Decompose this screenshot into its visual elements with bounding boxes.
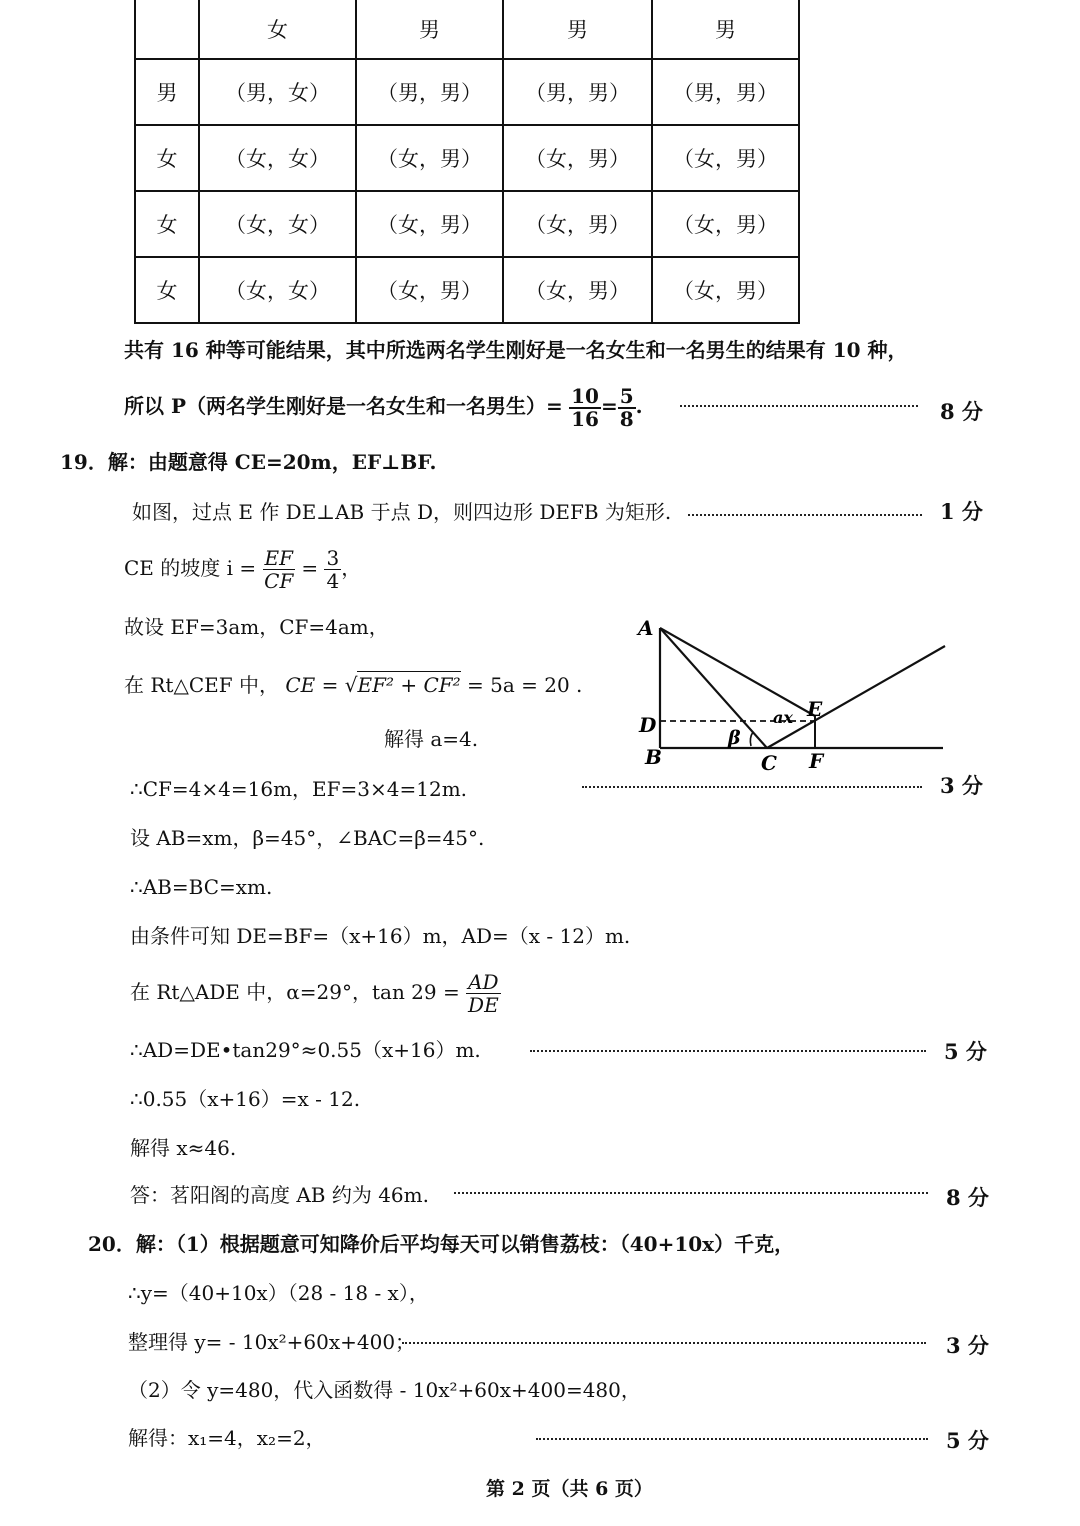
fraction-numerator: AD <box>468 970 499 994</box>
equals-sign: = <box>301 556 319 580</box>
table-row <box>135 257 799 323</box>
q19-answer: 答：茗阳阁的高度 AB 约为 46m. <box>130 1183 429 1207</box>
q19-set-ab: 设 AB=xm，β=45°，∠BAC=β=45°. <box>130 826 485 850</box>
outcome-table <box>134 0 800 324</box>
fraction-denominator: 4 <box>326 569 340 593</box>
table-cell: （女，男） <box>356 257 503 323</box>
table-cell: （男，男） <box>356 59 503 125</box>
table-cell: （男，女） <box>199 59 356 125</box>
fraction-ad-de <box>466 971 500 1016</box>
label-e: E <box>807 697 823 721</box>
table-header-cell: 女 <box>199 0 356 59</box>
q20-part2: （2）令 y=480，代入函数得 - 10x²+60x+400=480， <box>128 1378 641 1402</box>
tan-prefix: 在 Rt△ADE 中，α=29°，tan 29 = <box>130 980 460 1004</box>
fraction-denominator: CF <box>264 569 294 593</box>
table-cell: （女，女） <box>199 191 356 257</box>
slope-line <box>767 646 945 748</box>
q19-solve-a: 解得 a=4. <box>384 727 479 751</box>
score-label: 3 分 <box>940 773 983 798</box>
dotted-leader <box>688 514 922 516</box>
q18-probability-prefix: 所以 P（两名学生刚好是一名女生和一名男生）= <box>124 394 563 418</box>
table-cell: （女，男） <box>652 125 799 191</box>
q20-header: 20．解：（1）根据题意可知降价后平均每天可以销售荔枝：（40+10x）千克， <box>88 1232 795 1256</box>
q19-ab-bc: ∴AB=BC=xm. <box>130 875 273 899</box>
row-header-cell: 女 <box>135 191 199 257</box>
table-cell: （女，女） <box>199 257 356 323</box>
q20-simplified: 整理得 y= - 10x²+60x+400； <box>128 1330 416 1354</box>
rt-result: = 5a = 20 . <box>467 673 583 697</box>
fraction-denominator: 8 <box>619 406 634 431</box>
label-beta: β <box>728 727 741 749</box>
score-label: 5 分 <box>944 1039 987 1064</box>
table-header-row <box>135 0 799 59</box>
label-d: D <box>639 713 657 737</box>
fraction-3-4 <box>324 547 341 592</box>
comma: ， <box>341 556 362 580</box>
score-label: 5 分 <box>946 1428 989 1453</box>
page-footer: 第 2 页（共 6 页） <box>486 1478 653 1500</box>
score-label: 8 分 <box>940 399 983 424</box>
q18-outcome-count: 共有 16 种等可能结果，其中所选两名学生刚好是一名女生和一名男生的结果有 10 种， <box>124 338 908 362</box>
dotted-leader <box>530 1050 926 1052</box>
fraction-denominator: 16 <box>571 406 599 431</box>
dotted-leader <box>536 1438 928 1440</box>
score-label: 3 分 <box>946 1333 989 1358</box>
score-label: 1 分 <box>940 499 983 524</box>
dotted-leader <box>680 405 918 407</box>
segment-ac <box>660 628 767 748</box>
table-cell: （男，男） <box>652 59 799 125</box>
fraction-numerator: 3 <box>326 546 340 570</box>
q19-solve-x: 解得 x≈46. <box>130 1136 237 1160</box>
table-cell: （女，男） <box>652 191 799 257</box>
fraction-numerator: 5 <box>619 383 634 408</box>
equals-sign: = <box>600 394 618 418</box>
fraction-numerator: 10 <box>571 383 599 408</box>
radicand: EF² + CF² <box>357 673 461 697</box>
label-f: F <box>809 749 824 773</box>
q19-ad-approx: ∴AD=DE•tan29°≈0.55（x+16）m. <box>130 1038 481 1062</box>
row-header-cell: 男 <box>135 59 199 125</box>
table-cell: （女，男） <box>503 257 652 323</box>
table-cell: （男，男） <box>503 59 652 125</box>
slope-prefix: CE 的坡度 i = <box>124 556 257 580</box>
segment-ae <box>660 628 815 716</box>
fraction-denominator: DE <box>468 993 499 1017</box>
table-header-cell: 男 <box>503 0 652 59</box>
radical-sign: √ <box>344 673 358 697</box>
table-row <box>135 191 799 257</box>
rt-prefix: 在 Rt△CEF 中， <box>124 673 279 697</box>
dotted-leader <box>454 1192 928 1194</box>
table-row <box>135 59 799 125</box>
q19-line-rectangle: 如图，过点 E 作 DE⊥AB 于点 D，则四边形 DEFB 为矩形. <box>132 500 672 524</box>
q19-de-ad: 由条件可知 DE=BF=（x+16）m，AD=（x - 12）m. <box>130 924 631 948</box>
score-label: 8 分 <box>946 1185 989 1210</box>
q19-let-line: 故设 EF=3am，CF=4am， <box>124 615 389 639</box>
table-cell <box>135 0 199 59</box>
label-c: C <box>761 751 777 775</box>
q20-function: ∴y=（40+10x）（28 - 18 - x）， <box>128 1281 429 1305</box>
q19-cf-ef: ∴CF=4×4=16m，EF=3×4=12m. <box>130 777 468 801</box>
fraction-10-16 <box>569 383 601 431</box>
table-cell: （女，女） <box>199 125 356 191</box>
table-cell: （女，男） <box>356 125 503 191</box>
row-header-cell: 女 <box>135 257 199 323</box>
q19-tan-line <box>130 964 501 1020</box>
dotted-leader <box>402 1342 926 1344</box>
fraction-ef-cf <box>263 547 295 592</box>
table-cell: （女，男） <box>356 191 503 257</box>
geometry-figure <box>625 608 955 778</box>
row-header-cell: 女 <box>135 125 199 191</box>
table-row <box>135 125 799 191</box>
q19-slope-line <box>124 540 361 596</box>
q19-pythagoras-line <box>124 675 582 695</box>
table-cell: （女，男） <box>503 125 652 191</box>
ce-expression: CE = <box>285 673 339 697</box>
fraction-numerator: EF <box>264 546 293 570</box>
q20-solutions: 解得：x₁=4，x₂=2， <box>128 1426 326 1450</box>
fraction-5-8 <box>618 383 636 431</box>
label-a: A <box>638 616 654 640</box>
period: . <box>635 394 643 418</box>
label-b: B <box>645 745 662 769</box>
table-header-cell: 男 <box>356 0 503 59</box>
q19-header: 19．解：由题意得 CE=20m，EF⊥BF. <box>60 450 437 474</box>
angle-beta-arc <box>750 732 753 746</box>
table-cell: （女，男） <box>652 257 799 323</box>
q18-probability <box>124 382 643 430</box>
table-cell: （女，男） <box>503 191 652 257</box>
table-header-cell: 男 <box>652 0 799 59</box>
dotted-leader <box>582 786 922 788</box>
label-alpha: ax <box>773 708 793 727</box>
q19-equation: ∴0.55（x+16）=x - 12. <box>130 1087 361 1111</box>
